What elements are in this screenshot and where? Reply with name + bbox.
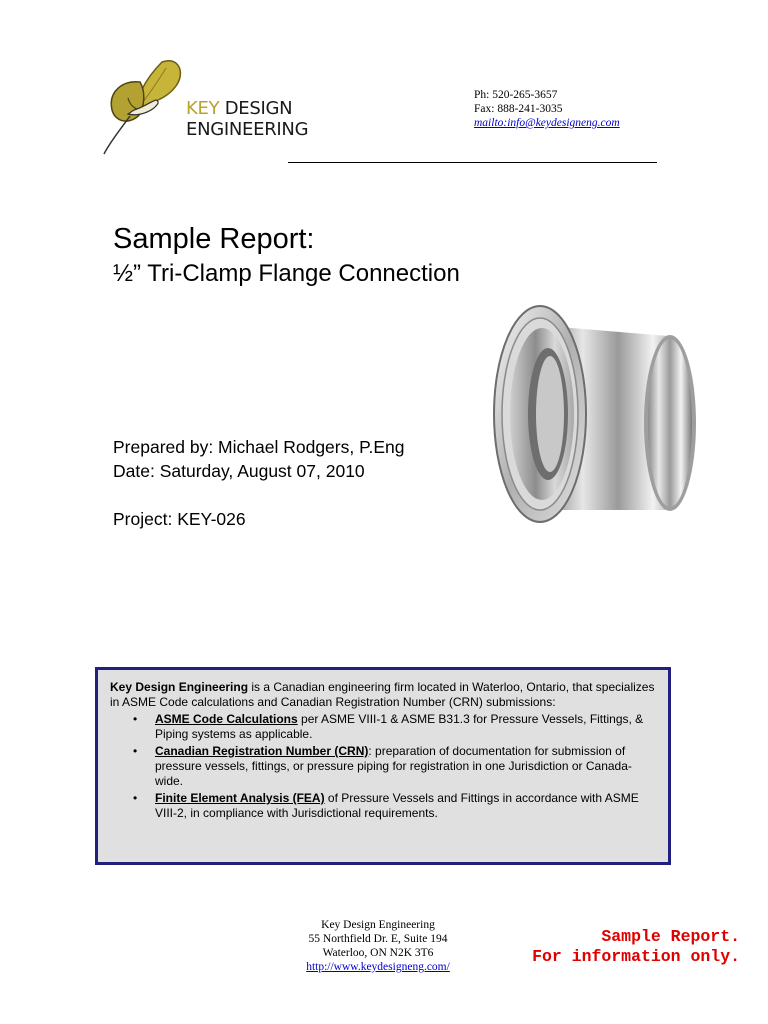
company-name-bold: Key Design Engineering [110, 680, 249, 694]
report-subtitle: ½” Tri-Clamp Flange Connection [113, 260, 460, 287]
phone-text: Ph: 520-265-3657 [474, 89, 558, 101]
service-heading: Finite Element Analysis (FEA) [155, 791, 325, 805]
tri-clamp-flange-icon [478, 296, 710, 536]
list-item [133, 712, 656, 742]
list-item [133, 744, 656, 789]
sample-notice [468, 927, 740, 967]
contact-block [474, 88, 620, 130]
footer-street: 55 Northfield Dr. E, Suite 194 [308, 933, 448, 945]
header-divider [288, 162, 657, 163]
service-text: of Pressure Vessels and Fittings in accordance with ASME VIII-2, in compliance with Jurisdictional requirements. [155, 791, 639, 820]
date-text: Date: Saturday, August 07, 2010 [113, 461, 365, 481]
company-intro-text: is a Canadian engineering firm located in Waterloo, Ontario, that specializes in ASME Code calculations and Canadian Registration Number (CRN) submissions: [110, 680, 655, 709]
notice-line-2: For information only. [532, 947, 740, 966]
company-logo [100, 58, 309, 158]
report-title: Sample Report: [113, 223, 315, 255]
service-text: : preparation of documentation for submission of pressure vessels, fittings, or pressure piping for registration in one Jurisdiction or Canada-wide. [155, 744, 632, 788]
company-info-box [95, 667, 671, 865]
service-heading: ASME Code Calculations [155, 712, 298, 726]
email-link[interactable]: mailto:info@keydesigneng.com [474, 117, 620, 129]
fax-text: Fax: 888-241-3035 [474, 103, 563, 115]
logo-wordmark [186, 98, 308, 140]
services-list [110, 712, 656, 821]
service-heading: Canadian Registration Number (CRN) [155, 744, 369, 758]
footer-city: Waterloo, ON N2K 3T6 [322, 947, 434, 959]
logo-key-text: KEY [186, 98, 220, 119]
notice-line-1: Sample Report. [601, 927, 740, 946]
bullet-icon: • [133, 744, 138, 758]
logo-engineering-text: ENGINEERING [186, 119, 309, 140]
footer-address [268, 918, 488, 974]
service-text: per ASME VIII-1 & ASME B31.3 for Pressure Vessels, Fittings, & Piping systems as applicable. [155, 712, 644, 741]
list-item [133, 791, 656, 821]
bullet-icon: • [133, 712, 138, 726]
flange-product-image [478, 296, 710, 536]
logo-design-text: DESIGN [219, 98, 293, 119]
footer-company: Key Design Engineering [321, 919, 435, 931]
project-text: Project: KEY-026 [113, 509, 246, 529]
website-link[interactable]: http://www.keydesigneng.com/ [306, 961, 450, 973]
bullet-icon: • [133, 791, 138, 805]
company-intro-paragraph [110, 680, 656, 710]
maple-key-logo-icon [100, 58, 190, 158]
prepared-by-text: Prepared by: Michael Rodgers, P.Eng [113, 437, 405, 457]
